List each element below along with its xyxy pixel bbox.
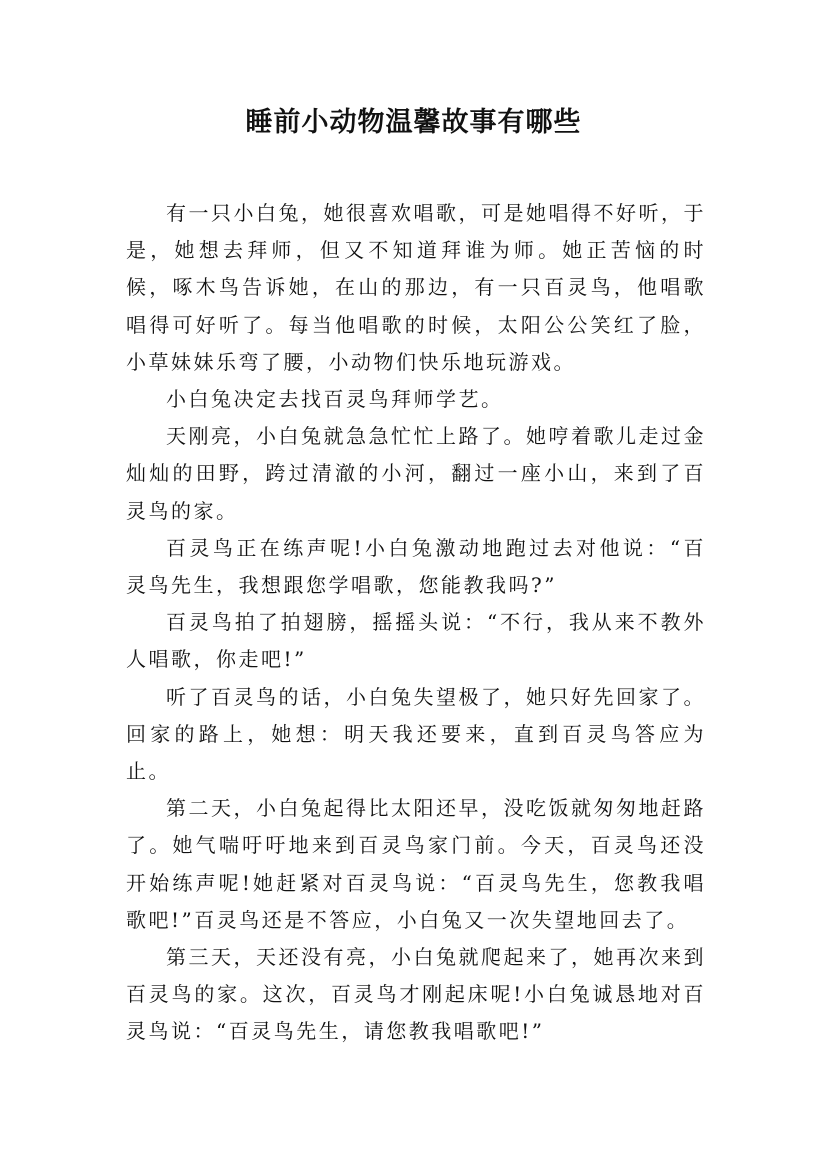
paragraph: 第二天，小白兔起得比太阳还早，没吃饭就匆匆地赶路了。她气喘吁吁地来到百灵鸟家门前。今天，百灵鸟还没开始练声呢!她赶紧对百灵鸟说：“百灵鸟先生，您教我唱歌吧!”百灵鸟还是不答应，小白兔又一次失望地回去了。 (126, 796, 706, 932)
paragraph: 有一只小白兔，她很喜欢唱歌，可是她唱得不好听，于是，她想去拜师，但又不知道拜谁为师。她正苦恼的时候，啄木鸟告诉她，在山的那边，有一只百灵鸟，他唱歌唱得可好听了。每当他唱歌的时候，太阳公公笑红了脸，小草妹妹乐弯了腰，小动物们快乐地玩游戏。 (126, 201, 706, 374)
paragraph: 第三天，天还没有亮，小白兔就爬起来了，她再次来到百灵鸟的家。这次，百灵鸟才刚起床呢!小白兔诚恳地对百灵鸟说：“百灵鸟先生，请您教我唱歌吧!” (126, 945, 706, 1044)
paragraph: 听了百灵鸟的话，小白兔失望极了，她只好先回家了。回家的路上，她想：明天我还要来，直到百灵鸟答应为止。 (126, 684, 706, 784)
paragraph: 天刚亮，小白兔就急急忙忙上路了。她哼着歌儿走过金灿灿的田野，跨过清澈的小河，翻过一座小山，来到了百灵鸟的家。 (126, 424, 706, 523)
paragraph: 百灵鸟拍了拍翅膀，摇摇头说：“不行，我从来不教外人唱歌，你走吧!” (126, 610, 706, 672)
paragraph: 百灵鸟正在练声呢!小白兔激动地跑过去对他说：“百灵鸟先生，我想跟您学唱歌，您能教我吗?” (126, 535, 706, 598)
paragraph: 小白兔决定去找百灵鸟拜师学艺。 (166, 387, 504, 412)
document-body (126, 195, 706, 1051)
document-title: 睡前小动物温馨故事有哪些 (245, 107, 582, 138)
